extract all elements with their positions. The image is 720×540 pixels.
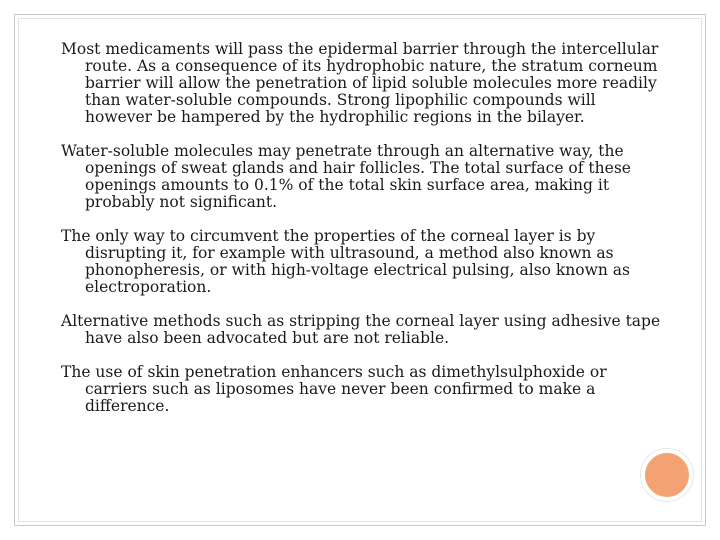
paragraph-water-soluble: Water-soluble molecules may penetrate through an alternative way, the openings of sweat glands and hair follicles. The total surface of these openings amounts to 0.1% of the total skin surface area, making it probably not significant. <box>61 142 631 211</box>
decorative-circle <box>641 449 693 501</box>
paragraph-penetration-enhancers: The use of skin penetration enhancers such as dimethylsulphoxide or carriers such as liposomes have never been confirmed to make a difference. <box>61 363 607 415</box>
paragraph-stripping-methods: Alternative methods such as stripping the corneal layer using adhesive tape have also been advocated but are not reliable. <box>61 312 661 347</box>
slide-body <box>61 41 666 432</box>
paragraph-corneal-disruption: The only way to circumvent the properties of the corneal layer is by disrupting it, for example with ultrasound, a method also known as phonopheresis, or with high-voltage electrical pulsing, also known as electroporation. <box>61 227 630 296</box>
paragraph-epidermal-barrier: Most medicaments will pass the epidermal barrier through the intercellular route. As a consequence of its hydrophobic nature, the stratum corneum barrier will allow the penetration of lipid soluble molecules more readily than water-soluble compounds. Strong lipophilic compounds will however be hampered by the hydrophilic regions in the bilayer. <box>61 40 659 126</box>
